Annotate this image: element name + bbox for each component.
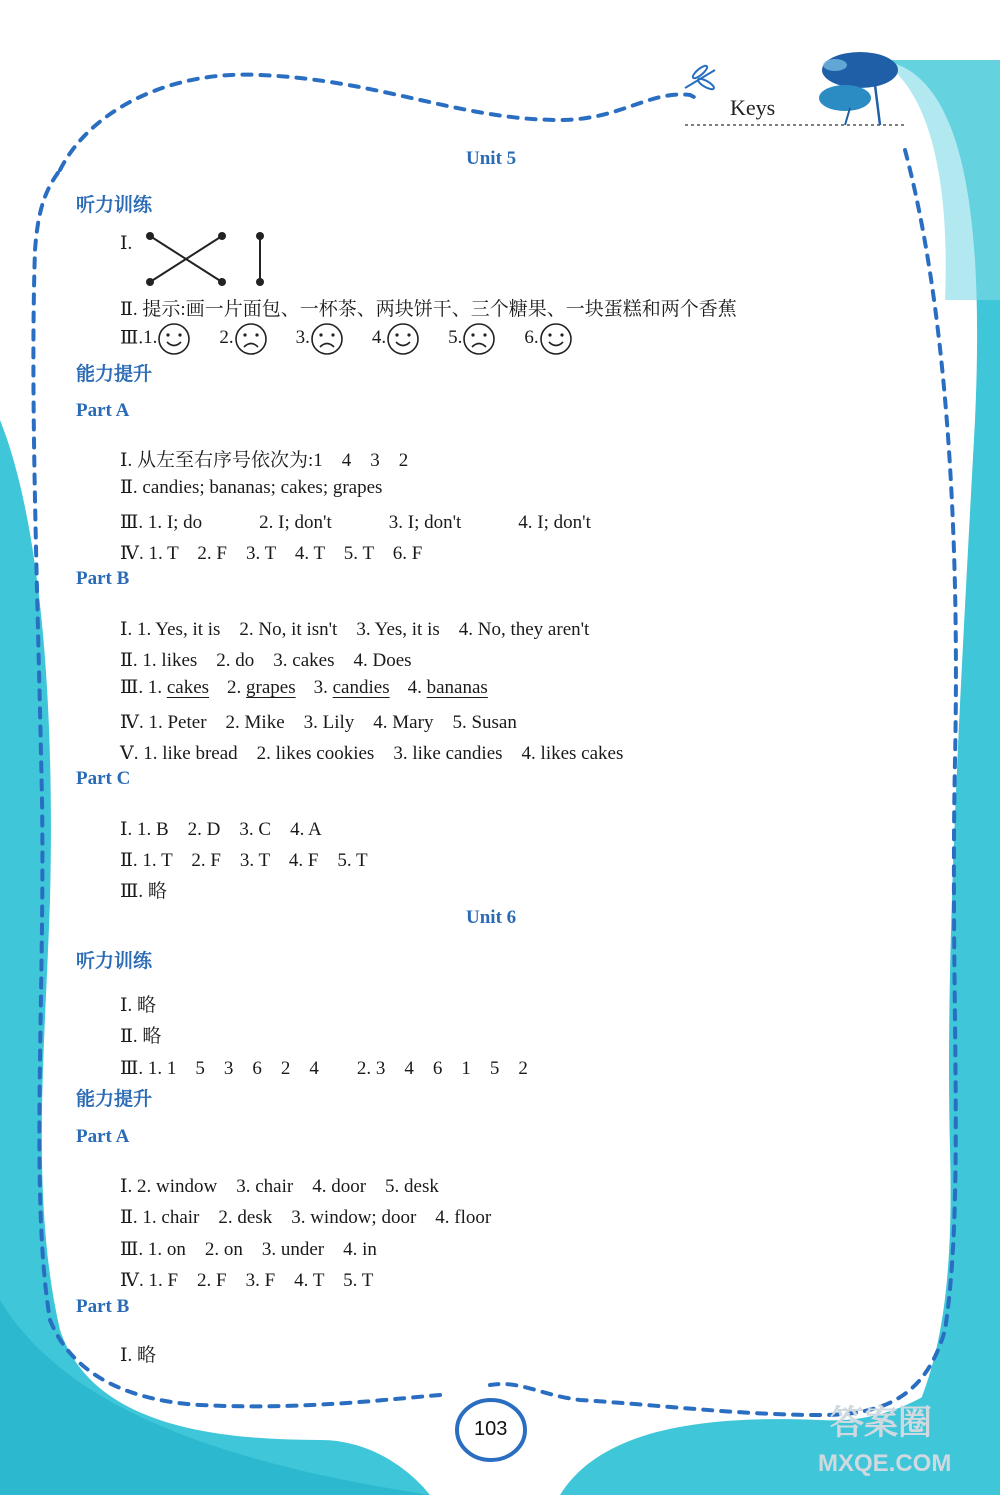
lotus-leaf-icon (819, 52, 898, 125)
face-item (448, 327, 496, 348)
underlined-answer: 3. candies (313, 677, 390, 698)
unit5-partB-line-4: Ⅳ. 1. Peter 2. Mike 3. Lily 4. Mary 5. Susan (120, 712, 517, 733)
unit5-listening-q2: Ⅱ. 提示:画一片面包、一杯茶、两块饼干、三个糖果、一块蛋糕和两个香蕉 (120, 299, 737, 320)
unit5-partB-line-5: Ⅴ. 1. like bread 2. likes cookies 3. like candies 4. likes cakes (120, 743, 624, 764)
unit6-partA-line-2: Ⅱ. 1. chair 2. desk 3. window; door 4. floor (120, 1207, 492, 1228)
face-item (524, 327, 572, 348)
watermark-url: MXQE.COM (818, 1450, 952, 1477)
face-number: 4. (371, 327, 387, 349)
unit5-partA-line-4: Ⅳ. 1. T 2. F 3. T 4. T 5. T 6. F (120, 543, 423, 564)
faces-row (143, 327, 601, 348)
unit5-partB-title: Part B (76, 568, 130, 589)
unit6-partB-title: Part B (76, 1296, 130, 1317)
unit5-partB-line-1: Ⅰ. 1. Yes, it is 2. No, it isn't 3. Yes, it is 4. No, they aren't (120, 619, 590, 640)
face-item (372, 327, 420, 348)
unit6-listening-line-3: Ⅲ. 1. 1 5 3 6 2 4 2. 3 4 6 1 5 2 (120, 1058, 528, 1079)
unit6-listening-line-1: Ⅰ. 略 (120, 995, 157, 1016)
left-wave-decoration (0, 420, 430, 1495)
unit5-listening-q1-label: Ⅰ. (120, 233, 133, 254)
underlined-answer: 4. bananas (407, 677, 488, 698)
face-item (143, 327, 191, 348)
unit5-partB-line-2: Ⅱ. 1. likes 2. do 3. cakes 4. Does (120, 650, 412, 671)
unit6-title: Unit 6 (466, 907, 517, 928)
unit5-partA-title: Part A (76, 400, 130, 421)
face-number: 2. (219, 327, 234, 349)
face-number: 3. (295, 327, 310, 349)
unit6-partB-line-1: Ⅰ. 略 (120, 1345, 157, 1366)
unit5-partC-line-2: Ⅱ. 1. T 2. F 3. T 4. F 5. T (120, 850, 368, 871)
face-number: 1. (143, 327, 158, 349)
unit6-listening-heading: 听力训练 (76, 950, 153, 972)
header-title: Keys (730, 95, 776, 120)
unit6-partA-line-1: Ⅰ. 2. window 3. chair 4. door 5. desk (120, 1176, 439, 1197)
unit5-listening-q3 (120, 322, 601, 356)
unit5-partC-line-3: Ⅲ. 略 (120, 881, 167, 902)
q3-label: Ⅲ. (120, 327, 144, 349)
matching-lines-diagram (140, 230, 270, 290)
face-item (219, 327, 267, 348)
unit5-partB-line-3 (120, 676, 506, 699)
partB-q3-label: Ⅲ. (120, 677, 144, 698)
unit5-title: Unit 5 (466, 148, 517, 169)
partB-q3-items (148, 677, 506, 698)
sad-face-icon (462, 322, 496, 356)
smiley-face-icon (539, 322, 573, 356)
unit6-partA-title: Part A (76, 1126, 130, 1147)
unit5-partA-line-3: Ⅲ. 1. I; do 2. I; don't 3. I; don't 4. I; don't (120, 512, 591, 533)
dragonfly-icon (685, 64, 715, 91)
unit6-partA-line-3: Ⅲ. 1. on 2. on 3. under 4. in (120, 1239, 377, 1260)
smiley-face-icon (157, 322, 191, 356)
unit5-partC-line-1: Ⅰ. 1. B 2. D 3. C 4. A (120, 819, 322, 840)
unit5-ability-heading: 能力提升 (76, 363, 153, 385)
underlined-answer: 2. grapes (227, 677, 296, 698)
unit6-ability-heading: 能力提升 (76, 1088, 153, 1110)
unit6-listening-line-2: Ⅱ. 略 (120, 1026, 162, 1047)
sad-face-icon (234, 322, 268, 356)
page-number: 103 (474, 1418, 508, 1440)
face-number: 6. (524, 327, 539, 349)
face-item (296, 327, 344, 348)
face-number: 5. (448, 327, 463, 349)
unit5-listening-heading: 听力训练 (76, 194, 153, 216)
sad-face-icon (310, 322, 344, 356)
smiley-face-icon (386, 322, 420, 356)
unit5-partC-title: Part C (76, 768, 131, 789)
unit5-partA-line-2: Ⅱ. candies; bananas; cakes; grapes (120, 477, 383, 498)
underlined-answer: 1. cakes (147, 677, 210, 698)
watermark-logo: 答案圈 (830, 1404, 932, 1442)
unit6-partA-line-4: Ⅳ. 1. F 2. F 3. F 4. T 5. T (120, 1270, 374, 1291)
unit5-partA-line-1: Ⅰ. 从左至右序号依次为:1 4 3 2 (120, 450, 409, 471)
